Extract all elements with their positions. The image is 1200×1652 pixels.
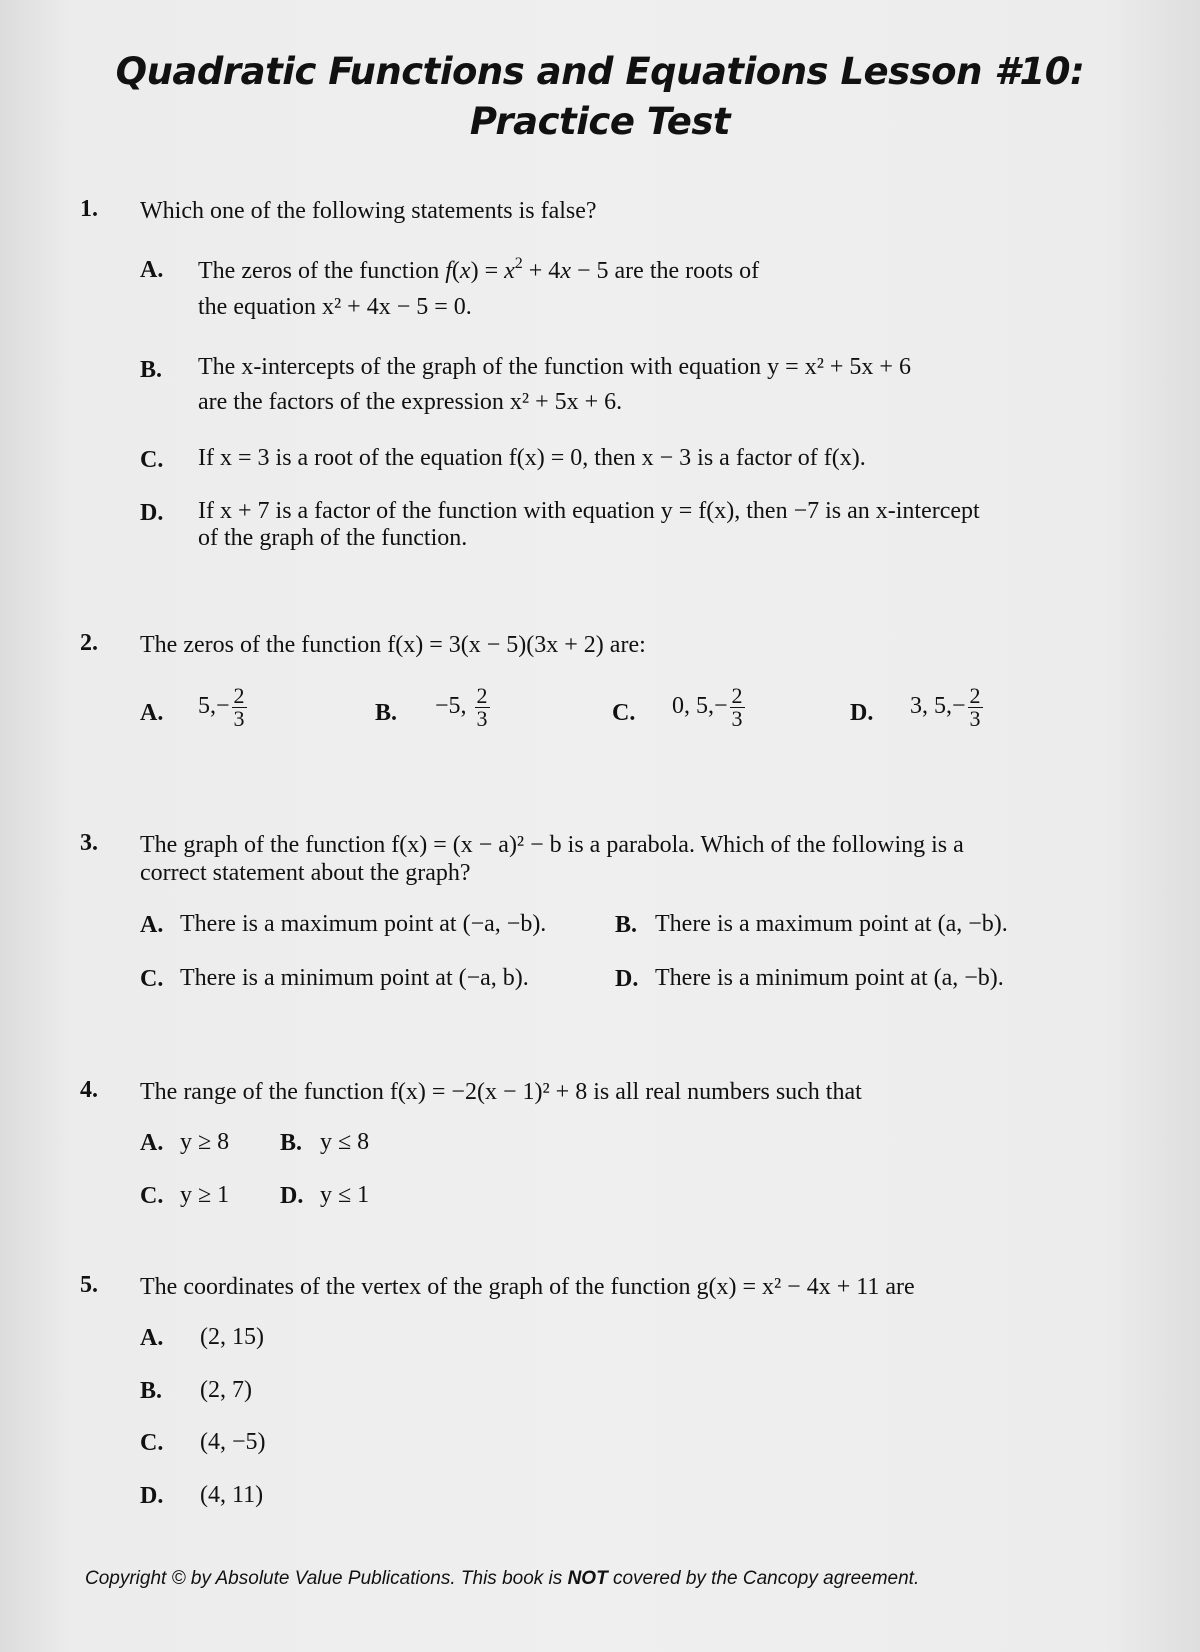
question-4-number: 4. — [80, 1077, 98, 1103]
q5-option-b-label: B. — [140, 1378, 163, 1404]
q1-option-b-line2: are the factors of the expression x² + 5x + 6. — [198, 389, 623, 415]
question-3-prompt-line1: The graph of the function f(x) = (x − a)² − b is a parabola. Which of the following is a — [140, 832, 964, 858]
q5-option-c-text: (4, −5) — [200, 1429, 266, 1455]
fraction: $\frac{2}{3}$ — [969, 683, 981, 731]
q1-option-d-line1: If x + 7 is a factor of the function with equation y = f(x), then −7 is an x-intercept — [198, 498, 980, 524]
q1-option-c-label: C. — [140, 447, 164, 473]
page-title: Quadratic Functions and Equations Lesson #10: — [115, 50, 1085, 93]
q4-option-c-text: y ≥ 1 — [180, 1182, 230, 1208]
q1-option-c-line1: If x = 3 is a root of the equation f(x) = 0, then x − 3 is a factor of f(x). — [198, 445, 866, 471]
q1-option-a-text-start: The zeros of the function — [198, 258, 446, 284]
q5-option-b-text: (2, 7) — [200, 1377, 252, 1403]
q4-option-c-label: C. — [140, 1183, 164, 1209]
q3-option-b-text: There is a maximum point at (a, −b). — [655, 911, 1008, 937]
fraction: $\frac{2}{3}$ — [731, 683, 743, 731]
question-3-prompt-line2: correct statement about the graph? — [140, 860, 471, 886]
question-4-prompt: The range of the function f(x) = −2(x − 1)² + 8 is all real numbers such that — [140, 1079, 862, 1105]
q2-option-d-label: D. — [850, 700, 874, 726]
q2-option-a-value: 5,− $\frac{2}{3}$ — [198, 683, 245, 731]
q1-option-d-line2: of the graph of the function. — [198, 525, 468, 551]
q3-option-d-text: There is a minimum point at (a, −b). — [655, 965, 1004, 991]
copyright-not-emphasis: NOT — [567, 1568, 608, 1589]
q2-option-b-value: −5, $\frac{2}{3}$ — [435, 683, 488, 731]
q4-option-a-text: y ≥ 8 — [180, 1129, 230, 1155]
q2-option-c-label: C. — [612, 700, 636, 726]
copyright-notice — [85, 1568, 1135, 1590]
question-2-number: 2. — [80, 630, 98, 656]
q1-option-b-line1: The x-intercepts of the graph of the function with equation y = x² + 5x + 6 — [198, 354, 911, 380]
question-3-number: 3. — [80, 830, 98, 856]
q1-option-a-line2: the equation x² + 4x − 5 = 0. — [198, 294, 472, 320]
page-subtitle: Practice Test — [469, 100, 731, 143]
q1-option-a-line1: The zeros of the function $f(x) = x^2 + 4x - 5$ are the roots of — [198, 255, 760, 284]
q1-option-a-text-end: are the roots of — [608, 258, 760, 284]
q2-option-a-label: A. — [140, 700, 164, 726]
q2-option-d-value: 3, 5,− $\frac{2}{3}$ — [910, 683, 981, 731]
q4-option-b-label: B. — [280, 1130, 303, 1156]
q3-option-a-text: There is a maximum point at (−a, −b). — [180, 911, 547, 937]
q3-option-d-label: D. — [615, 966, 639, 992]
q5-option-c-label: C. — [140, 1430, 164, 1456]
q3-option-c-label: C. — [140, 966, 164, 992]
q4-option-b-text: y ≤ 8 — [320, 1129, 370, 1155]
question-5-prompt: The coordinates of the vertex of the graph of the function g(x) = x² − 4x + 11 are — [140, 1274, 915, 1300]
fraction: $\frac{2}{3}$ — [233, 683, 245, 731]
q1-option-d-label: D. — [140, 500, 164, 526]
q4-option-a-label: A. — [140, 1130, 164, 1156]
q2-option-c-value: 0, 5,− $\frac{2}{3}$ — [672, 683, 743, 731]
question-1-number: 1. — [80, 196, 98, 222]
q5-option-d-text: (4, 11) — [200, 1482, 264, 1508]
question-1-prompt: Which one of the following statements is false? — [140, 198, 597, 224]
q1-option-b-label: B. — [140, 357, 163, 383]
fraction: $\frac{2}{3}$ — [476, 683, 488, 731]
q5-option-a-text: (2, 15) — [200, 1324, 264, 1350]
question-2-prompt: The zeros of the function f(x) = 3(x − 5)(3x + 2) are: — [140, 632, 646, 658]
question-5-number: 5. — [80, 1272, 98, 1298]
q4-option-d-label: D. — [280, 1183, 304, 1209]
q3-option-a-label: A. — [140, 912, 164, 938]
q5-option-d-label: D. — [140, 1483, 164, 1509]
q3-option-b-label: B. — [615, 912, 638, 938]
q3-option-c-text: There is a minimum point at (−a, b). — [180, 965, 529, 991]
q5-option-a-label: A. — [140, 1325, 164, 1351]
q2-option-b-label: B. — [375, 700, 398, 726]
q1-option-a-label: A. — [140, 257, 164, 283]
copyright-text-start: Copyright © by Absolute Value Publications. This book is — [85, 1568, 568, 1589]
copyright-text-end: covered by the Cancopy agreement. — [607, 1568, 920, 1589]
q4-option-d-text: y ≤ 1 — [320, 1182, 370, 1208]
